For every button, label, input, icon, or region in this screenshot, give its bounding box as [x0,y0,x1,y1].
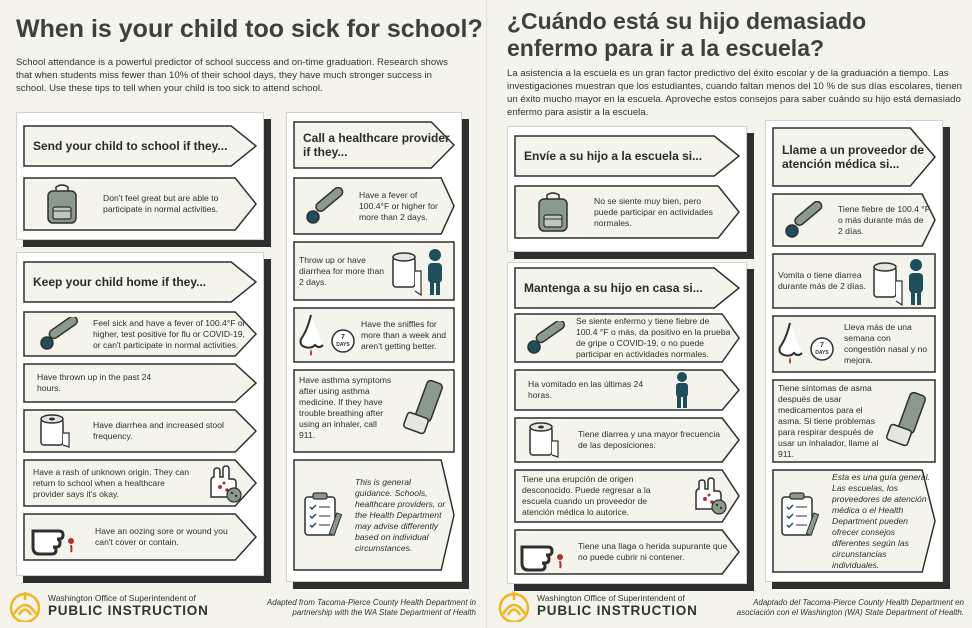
ospi-logo: Washington Office of Superintendent of PUBLIC INSTRUCTION [8,588,209,622]
sun-logo-icon [8,588,42,622]
ospi-logo: Washington Office of Superintendent of PUBLIC INSTRUCTION [497,588,698,622]
credit-line: Adapted from Tacoma-Pierce County Health Department in partnership with the WA State Department of Health [266,598,476,617]
rash-hand-icon [688,475,728,518]
svg-text:DAYS: DAYS [815,350,829,356]
send-to-school-panel [16,112,264,240]
home-item-sore: Tiene una llaga o herida supurante que no puede cubrir ni contener. [514,529,740,575]
home-item-sore: Have an oozing sore or wound you can't cover or contain. [23,513,257,561]
runny-nose-icon [297,313,359,360]
intro-paragraph: School attendance is a powerful predictor of school success and on-time graduation. Research shows that when students miss fewer than 10% of their school days, they have much stronger success in school. Use these tips to tell when your child is too sick to attend school. [16,57,448,94]
send-item: Don't feel great but are able to participate in normal activities. [23,177,257,231]
call-item-vomit: Vomita o tiene diarrea durante más de 2 días. [772,253,936,309]
keep-home-panel [507,262,747,584]
home-heading-banner [514,267,740,309]
send-to-school-panel [507,126,747,252]
inhaler-icon [401,379,447,438]
home-item-vomit: Have thrown up in the past 24 hours. [23,363,257,403]
svg-text:7: 7 [341,334,345,341]
send-heading: Envíe a su hijo a la escuela si... [524,149,703,163]
guidance-note: Esta es una guía general. Las escuelas, los proveedores de atención médica o el Health Department pueden ofrecer consejos diferentes según las circunstancias individuales. [772,469,936,573]
credit-line: Adaptado del Tacoma-Pierce County Health Department en asociación con el Washington (WA) State Department of Health. [736,598,964,617]
call-heading-banner [293,121,455,169]
call-provider-panel [286,112,462,582]
guidance-note: This is general guidance. Schools, healthcare providers, or the Health Department may advise differently based on individual circumstances. [293,459,455,571]
home-item-rash: Tiene una erupción de origen desconocido. Puede regresar a la escuela cuando un proveedor de atención médica lo autorice. [514,469,740,523]
send-item: No se siente muy bien, pero puede participar en actividades normales. [514,185,740,239]
page-title: ¿Cuándo está su hijo demasiado enfermo para ir a la escuela? [507,8,867,61]
keep-home-panel [16,252,264,576]
call-item-vomit: Throw up or have diarrhea for more than 2 days. [293,241,455,301]
home-item-vomit: Ha vomitado en las últimas 24 horas. [514,369,740,411]
page-title: When is your child too sick for school? [16,15,483,43]
spanish-poster [486,0,972,628]
backpack-icon [536,191,570,236]
home-item-fever: Se siente enfermo y tiene fiebre de 100.4 °F o más, da positivo en la prueba de gripe o COVID-19, o no puede participar en actividades normales. [514,313,740,363]
clipboard-icon [776,489,824,542]
home-item-fever: Feel sick and have a fever of 100.4°F or higher, test positive for flu or COVID-19, or can't participate in normal activities. [23,311,257,357]
person-icon [672,371,692,412]
home-heading-banner [23,261,257,303]
home-heading: Keep your child home if they... [33,275,207,289]
inhaler-icon [884,391,930,450]
thermometer-icon [303,187,347,228]
send-heading-banner [23,125,257,167]
call-item-sniffles: 7 DAYS Lleva más de una semana con congestión nasal y no mejora. [772,315,936,373]
runny-nose-icon [776,321,838,368]
intro-paragraph: La asistencia a la escuela es un gran factor predictivo del éxito escolar y de la graduación a tiempo. Las investigaciones muestran que los estudiantes, cuando faltan menos del 10 % de sus días escolares, tienen un éxito mucho mayor en la escuela. Aproveche estos consejos para saber cuándo su hijo está demasiado enfermo para asistir a la escuela. [507,68,962,118]
call-item-asthma: Have asthma symptoms after using asthma medicine. If they have trouble breathing after using an inhaler, call 911. [293,369,455,453]
toilet-paper-icon [526,421,562,462]
sun-logo-icon [497,588,531,622]
toilet-paper-icon [37,413,73,452]
pointing-hand-icon [29,517,85,560]
svg-text:7: 7 [820,342,824,349]
call-item-asthma: Tiene síntomas de asma después de usar medicamentos para el asma. Si tiene problemas para respirar después de usar un inhalador, llame al 911. [772,379,936,463]
call-provider-panel [765,120,943,582]
call-heading: Llame a un proveedor de atención médica si... [782,143,925,171]
thermometer-icon [37,317,81,354]
rash-hand-icon [203,463,243,506]
call-item-fever: Tiene fiebre de 100.4 °F o más durante más de 2 días. [772,193,936,247]
home-item-diarrhea: Have diarrhea and increased stool frequency. [23,409,257,453]
home-item-diarrhea: Tiene diarrea y una mayor frecuencia de las deposiciones. [514,417,740,463]
svg-text:DAYS: DAYS [336,342,350,348]
call-item-sniffles: 7 DAYS Have the sniffles for more than a week and aren't getting better. [293,307,455,363]
toilet-paper-person-icon [872,255,928,310]
thermometer-icon [524,321,568,358]
send-heading-banner [514,135,740,177]
call-heading: Call a healthcare provider if they... [303,131,450,159]
toilet-paper-person-icon [391,245,447,300]
home-heading: Mantenga a su hijo en casa si... [524,281,703,295]
clipboard-icon [299,489,347,542]
call-item-fever: Have a fever of 100.4°F or higher for more than 2 days. [293,177,455,235]
call-heading-banner [772,127,936,187]
home-item-rash: Have a rash of unknown origin. They can return to school when a healthcare provider says it's okay. [23,459,257,507]
pointing-hand-icon [518,533,574,576]
send-heading: Send your child to school if they... [33,139,228,153]
thermometer-icon [782,201,826,242]
backpack-icon [45,183,79,228]
